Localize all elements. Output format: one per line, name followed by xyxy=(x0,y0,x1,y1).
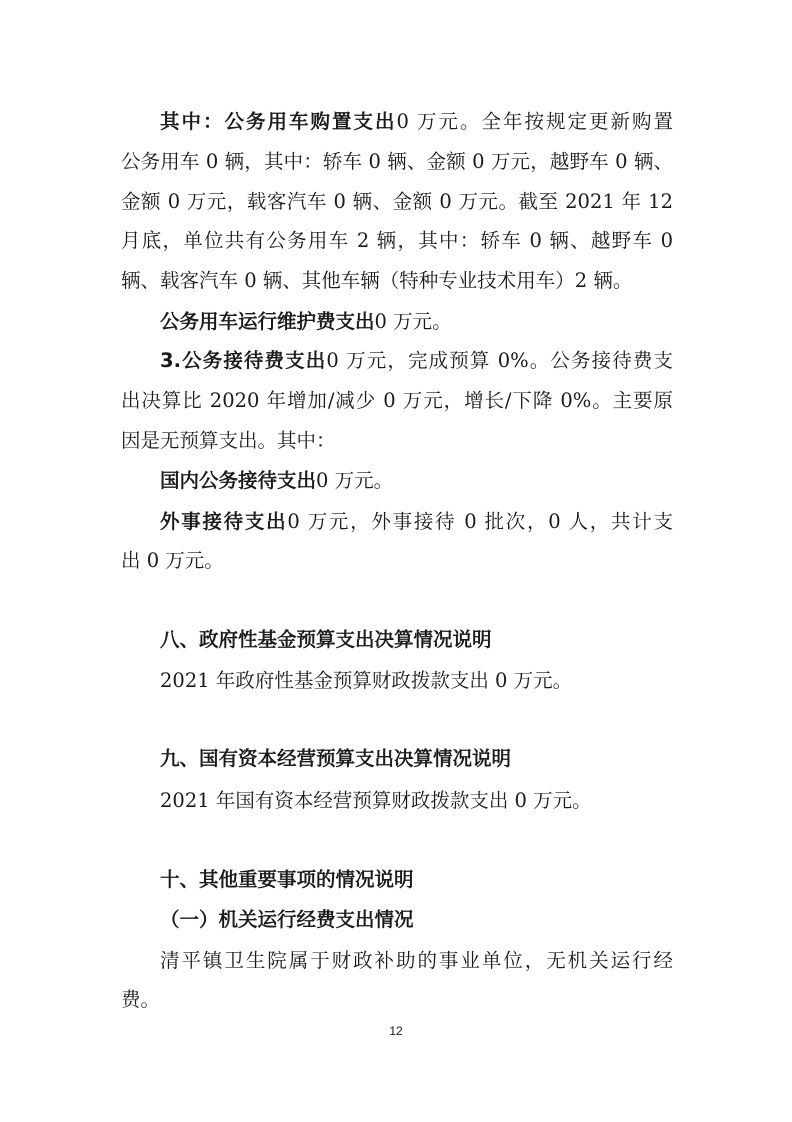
paragraph-domestic-reception: 国内公务接待支出0 万元。 xyxy=(160,469,394,492)
paragraph-reception-line3: 因是无预算支出。其中： xyxy=(121,429,336,452)
section-10-text-line2: 费。 xyxy=(121,988,161,1011)
label-vehicle-maintenance: 公务用车运行维护费支出 xyxy=(160,310,375,333)
section-9-heading: 九、国有资本经营预算支出决算情况说明 xyxy=(160,747,512,770)
section-8-heading: 八、政府性基金预算支出决算情况说明 xyxy=(160,628,492,651)
paragraph-foreign-reception-line2: 出 0 万元。 xyxy=(121,549,224,572)
paragraph-vehicle-purchase-line2: 公务用车 0 辆，其中：轿车 0 辆、金额 0 万元，越野车 0 辆、 xyxy=(121,150,673,173)
paragraph-foreign-reception-line1: 外事接待支出0 万元，外事接待 0 批次，0 人，共计支 xyxy=(160,510,673,533)
paragraph-vehicle-purchase-line5: 辆、载客汽车 0 辆、其他车辆（特种专业技术用车）2 辆。 xyxy=(121,269,633,292)
label-vehicle-purchase: 其中：公务用车购置支出 xyxy=(160,110,397,133)
paragraph-vehicle-purchase-line3: 金额 0 万元，载客汽车 0 辆、金额 0 万元。截至 2021 年 12 xyxy=(121,190,673,213)
label-domestic-reception: 国内公务接待支出 xyxy=(160,469,317,492)
label-foreign-reception: 外事接待支出 xyxy=(160,510,288,533)
paragraph-vehicle-purchase-line4: 月底，单位共有公务用车 2 辆，其中：轿车 0 辆、越野车 0 xyxy=(121,229,673,252)
section-8-text: 2021 年政府性基金预算财政拨款支出 0 万元。 xyxy=(160,669,573,692)
paragraph-vehicle-maintenance: 公务用车运行维护费支出0 万元。 xyxy=(160,310,452,333)
page-number: 12 xyxy=(389,1024,403,1038)
paragraph-reception-line2: 出决算比 2020 年增加/减少 0 万元，增长/下降 0%。主要原 xyxy=(121,389,673,412)
section-9-text: 2021 年国有资本经营预算财政拨款支出 0 万元。 xyxy=(160,789,592,812)
paragraph-reception-line1: 3.公务接待费支出0 万元，完成预算 0%。公务接待费支 xyxy=(160,349,673,372)
section-10-heading: 十、其他重要事项的情况说明 xyxy=(160,868,414,891)
section-10-subheading: （一）机关运行经费支出情况 xyxy=(160,908,414,931)
paragraph-vehicle-purchase-line1: 其中：公务用车购置支出0 万元。全年按规定更新购置 xyxy=(160,110,673,133)
label-reception-expense: 3.公务接待费支出 xyxy=(160,349,327,372)
section-10-text-line1: 清平镇卫生院属于财政补助的事业单位，无机关运行经 xyxy=(160,949,673,972)
